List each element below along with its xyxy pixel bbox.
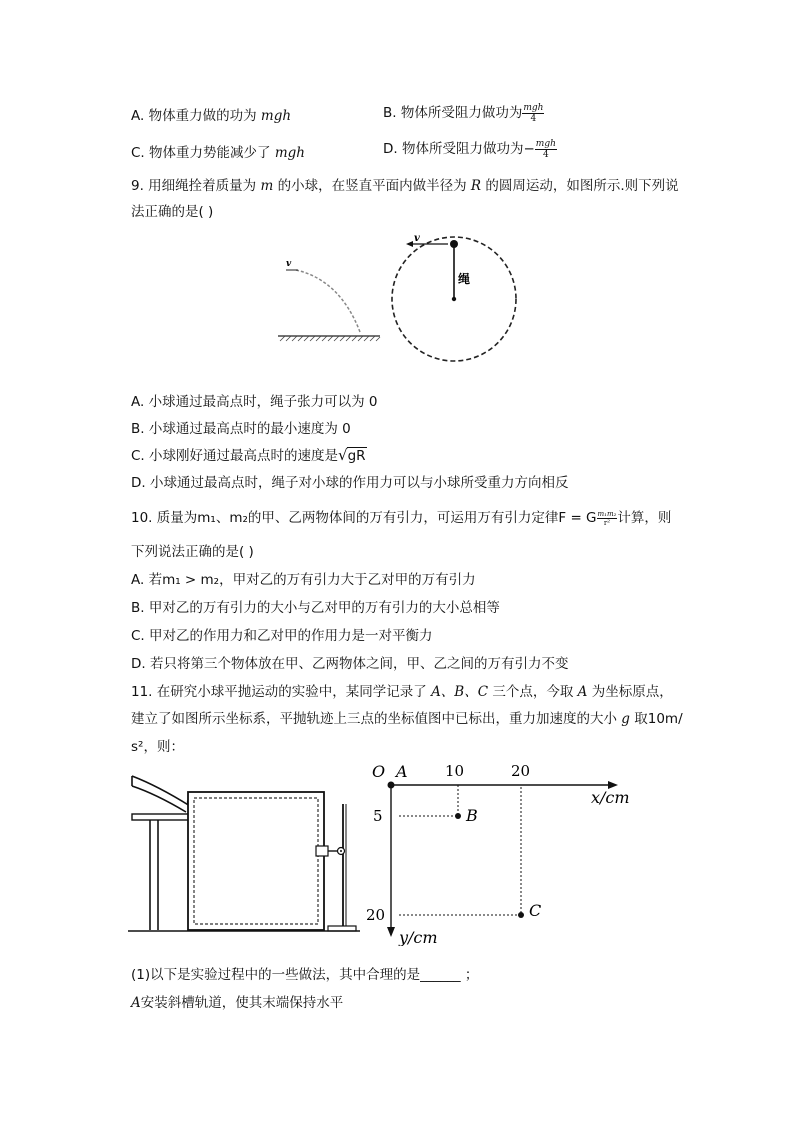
y-axis-arrow — [387, 927, 395, 937]
q9-mass-symbol: m — [260, 178, 274, 194]
q8-option-a — [131, 104, 291, 124]
x-tick-10: 10 — [445, 762, 465, 780]
x-tick-20: 20 — [511, 762, 531, 780]
q11-stem-2a: 建立了如图所示坐标系，平抛轨迹上三点的坐标值图中已标出，重力加速度的大小 — [131, 711, 617, 727]
q8-option-b — [383, 101, 544, 124]
q11-g-symbol: g — [621, 711, 630, 727]
circle-center — [452, 297, 456, 301]
q11-stem-line2 — [131, 707, 683, 727]
board-frame — [188, 792, 324, 930]
rope-label: 绳 — [458, 272, 471, 286]
q9-option-d: D. 小球通过最高点时，绳子对小球的作用力可以与小球所受重力方向相反 — [131, 475, 569, 491]
q8-option-d-text: D. 物体所受阻力做功为− — [383, 141, 535, 157]
apparatus-figure — [128, 764, 360, 936]
q10-fraction-den: r² — [603, 518, 611, 527]
q9-option-c-text: C. 小球刚好通过最高点时的速度是 — [131, 448, 339, 464]
velocity-label-left: v — [286, 259, 292, 269]
q11-sub1-option-a — [131, 991, 343, 1011]
q8-option-c — [131, 141, 305, 161]
stand-base — [328, 926, 356, 931]
coordinate-graph — [362, 756, 632, 946]
trajectory-curve — [296, 270, 360, 332]
q9-radius-symbol: R — [470, 178, 482, 194]
q10-option-b: B. 甲对乙的万有引力的大小与乙对甲的万有引力的大小总相等 — [131, 600, 500, 616]
point-c — [518, 912, 524, 918]
clamp — [316, 846, 328, 856]
ball — [450, 240, 458, 248]
q10-fraction — [597, 510, 618, 527]
q10-stem-line2: 下列说法正确的是( ) — [131, 544, 254, 560]
q9-stem-1a: 9. 用细绳拴着质量为 — [131, 178, 257, 194]
q10-option-d: D. 若只将第三个物体放在甲、乙两物体之间，甲、乙之间的万有引力不变 — [131, 656, 569, 672]
ground-surface — [278, 336, 380, 341]
velocity-arrowhead-top — [406, 241, 413, 247]
q9-option-c-radicand: gR — [347, 448, 366, 464]
q11-stem-line1 — [131, 680, 673, 700]
q11-stem-1a: 11. 在研究小球平抛运动的实验中，某同学记录了 — [131, 684, 427, 700]
q8-option-c-text: C. 物体重力势能减少了 — [131, 145, 271, 161]
q9-stem-line2: 法正确的是( ) — [131, 204, 214, 220]
ramp-upper — [132, 776, 190, 806]
q10-fraction-num: m₁m₂ — [597, 509, 617, 518]
table-top — [132, 814, 190, 820]
q9-stem-1c: 的圆周运动，如图所示.则下列说 — [485, 178, 679, 194]
q11-points: A、B、C — [431, 684, 489, 700]
q8-option-a-text: A. 物体重力做的功为 — [131, 108, 257, 124]
q8-option-d — [383, 137, 557, 160]
q8-option-b-num: mgh — [523, 102, 544, 113]
q10-stem-1a: 10. 质量为m₁、m₂的甲、乙两物体间的万有引力，可运用万有引力定律F = G — [131, 510, 597, 526]
q9-stem-line1 — [131, 174, 679, 194]
q11-stem-1b: 三个点，今取 — [492, 684, 574, 700]
point-b — [455, 813, 461, 819]
point-a — [388, 782, 395, 789]
y-tick-5: 5 — [373, 807, 383, 825]
point-b-label: B — [466, 806, 478, 825]
q11-stem-1c: 为坐标原点， — [591, 684, 673, 700]
q8-option-d-den: 4 — [542, 149, 549, 160]
q8-option-b-text: B. 物体所受阻力做功为 — [383, 105, 523, 121]
sqrt-symbol: √ — [338, 446, 348, 464]
y-tick-20: 20 — [366, 906, 386, 924]
q9-option-b: B. 小球通过最高点时的最小速度为 0 — [131, 421, 351, 437]
q8-option-c-expr: mgh — [274, 145, 305, 161]
guide-c — [399, 785, 521, 915]
q11-stem-2b: 取10m/ — [634, 711, 683, 727]
q8-option-d-fraction — [535, 139, 557, 160]
guide-b — [399, 785, 458, 816]
q9-option-a: A. 小球通过最高点时，绳子张力可以为 0 — [131, 394, 378, 410]
q8-option-b-den: 4 — [530, 113, 537, 124]
q9-stem-1b: 的小球，在竖直平面内做半径为 — [277, 178, 467, 194]
origin-label: O — [372, 762, 386, 781]
q11-sub1-option-a-text: 安装斜槽轨道，使其末端保持水平 — [140, 995, 344, 1011]
q11-stem-line3: s²，则： — [131, 739, 184, 755]
point-c-label: C — [529, 901, 542, 920]
q8-option-a-expr: mgh — [260, 108, 292, 124]
q9-option-c — [131, 444, 367, 464]
q9-figure — [270, 222, 530, 362]
q10-stem-line1 — [131, 506, 671, 527]
x-axis-label: x/cm — [591, 788, 630, 807]
q10-stem-1b: 计算，则 — [617, 510, 672, 526]
q8-option-d-num: mgh — [535, 138, 556, 149]
q11-sub1: (1)以下是实验过程中的一些做法，其中合理的是______ ； — [131, 967, 479, 983]
q11-sub1-option-a-letter: A — [131, 995, 141, 1011]
point-a-label: A — [396, 762, 408, 781]
q10-option-a: A. 若m₁ > m₂，甲对乙的万有引力大于乙对甲的万有引力 — [131, 572, 476, 588]
q11-origin-point: A — [577, 684, 588, 700]
y-axis-label: y/cm — [399, 928, 438, 946]
q10-option-c: C. 甲对乙的作用力和乙对甲的作用力是一对平衡力 — [131, 628, 433, 644]
velocity-label-top: v — [414, 233, 420, 244]
q8-option-b-fraction — [522, 103, 544, 124]
